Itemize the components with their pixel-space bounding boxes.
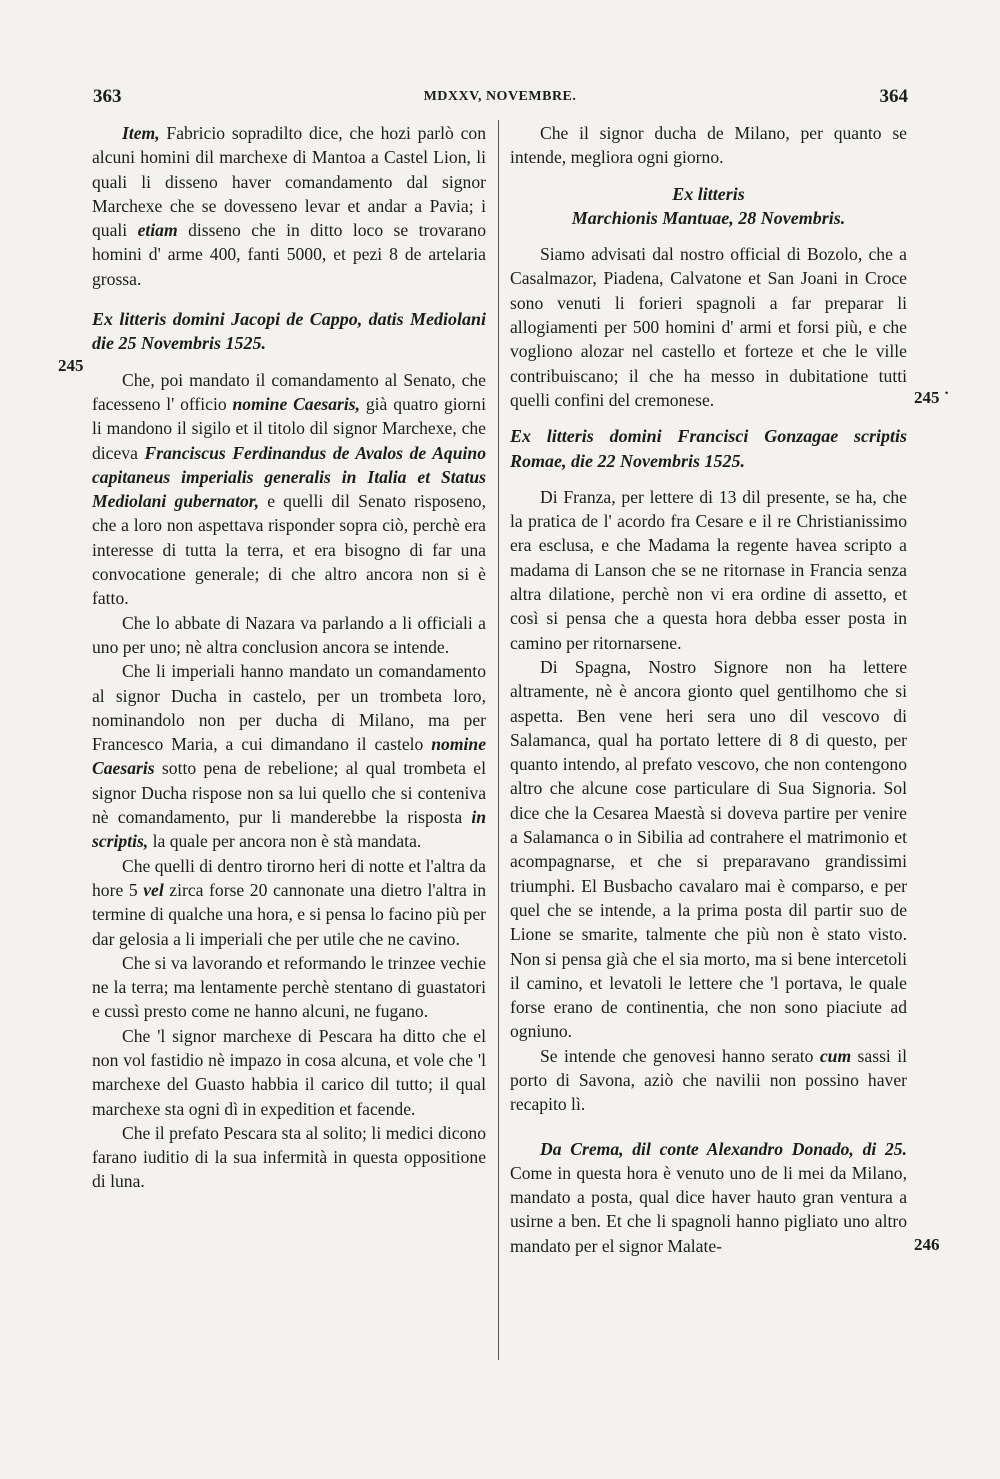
right-column	[510, 121, 907, 1258]
section-heading: Ex litteris	[672, 183, 745, 204]
left-column	[92, 121, 486, 1194]
paragraph: Di Franza, per lettere di 13 dil presente, se ha, che la pratica de l' acordo fra Cesare e il re Christianissimo era esclusa, e che Madama la regente havea scripto a madama di Lanson che se ne ritornase in Francia senza altra dilatione, perchè non vi era ordine di assetto, et così si pensa che a questa hora debba esser posta in camino per ritornarsene.	[510, 486, 907, 653]
paragraph: Che 'l signor marchexe di Pescara ha ditto che el non vol fastidio nè impazo in cosa alcuna, et vole che 'l marchexe del Guasto habbia il carico dil tutto; il qual marchexe sta ogni dì in expedition et facende.	[92, 1025, 486, 1119]
paragraph: Che il prefato Pescara sta al solito; li medici dicono farano iuditio di la sua infermità in questa oppositione di luna.	[92, 1122, 486, 1192]
paragraph: Che li imperiali hanno mandato un comandamento al signor Ducha in castelo, per un trombeta loro, nominandolo non per ducha di Milano, ma per Francesco Maria, a cui dimandano il castelo nomine Caesaris sotto pena de rebelione; al qual trombeta el signor Ducha rispose non sa lui quello che si conteniva nè comandamento, pur li manderebbe la risposta in scriptis, la quale per ancora non è stà mandata.	[92, 661, 486, 852]
paragraph: Siamo advisati dal nostro official di Bozolo, che a Casalmazor, Piadena, Calvatone et San Joani in Croce sono venuti li forieri spagnoli a far preparar li allogiamenti per 500 homini d' armi et forsi più, e che vogliono alozar nel castello et forteze et che le ville contribuiscano; il che ha messo in dubitatione tutti quelli confini del cremonese.	[510, 244, 907, 410]
paragraph: Se intende che genovesi hanno serato cum sassi il porto di Savona, aziò che navilii non possino haver recapito lì.	[510, 1045, 907, 1115]
paragraph: Che si va lavorando et reformando le trinzee vechie ne la terra; ma lentamente perchè stentano di guastatori e cussì presto come ne hanno alcuni, ne fugano.	[92, 952, 486, 1022]
margin-number-left-245: 245	[58, 356, 84, 375]
page-number-right: 364	[879, 86, 908, 107]
page-number-left: 363	[93, 86, 122, 107]
page-header	[0, 86, 1000, 116]
running-title: MDXXV, NOVEMBRE.	[423, 89, 577, 104]
section-heading: Marchionis Mantuae, 28 Novembris.	[571, 207, 846, 228]
paragraph: Di Spagna, Nostro Signore non ha lettere altramente, nè è ancora gionto quel gentilhomo che si aspetta. Ben vene heri sera uno dil vescovo di Salamanca, qual ha portato lettere di 8 di questo, per quanto intendo, al prefato vescovo, che non contengono altro che alcune cose particulare di Sua Signoria. Sol dice che la Cesarea Maestà si doveva partire per venire a Salamanca o in Sibilia ad contrahere el matrimonio et acompagnarse, et che si preparavano grandissimi triumphi. El Busbacho cavalaro mai è comparso, e per quel che se intende, a la prima posta dil partir suo de Lione se smarite, talmente che più non è stato visto. Non si pensa già che el sia morto, ma si bene intercetoli il camino, et levatoli le lettere che 'l portava, le quale forse erano de continentia, che non sono piaciute ad ogniuno.	[510, 656, 907, 1042]
section-heading: Ex litteris domini Francisci Gonzagae scriptis Romae, die 22 Novembris 1525.	[510, 426, 907, 471]
paragraph: Da Crema, dil conte Alexandro Donado, di 25. Come in questa hora è venuto uno de li mei da Milano, mandato a posta, qual dice haver hauto gran ventura a usirne a ben. Et che li spagnoli hanno pigliato uno altro mandato per el signor Malate-	[510, 1138, 907, 1256]
paragraph: Che, poi mandato il comandamento al Senato, che facesseno l' officio nomine Caesaris, già quatro giorni li mandono il sigilo et il titolo dil signor Marchexe, che diceva Franciscus Ferdinandus de Avalos de Aquino capitaneus imperialis generalis in Italia et Status Mediolani gubernator, e quelli dil Senato risposeno, che a loro non aspettava risponder sopra ciò, perchè era interesse di tutta la terra, et era bisogno di far una convocatione generale; di che altro ancora non si è fatto.	[92, 369, 486, 609]
paragraph: Che il signor ducha de Milano, per quanto se intende, megliora ogni giorno.	[510, 123, 907, 168]
margin-number-right-245: 245 ˙	[914, 388, 950, 407]
column-divider	[498, 120, 499, 1360]
paragraph: Item, Fabricio sopradilto dice, che hozi parlò con alcuni homini dil marchexe di Mantoa a Castel Lion, li quali li disseno haver comandamento dal signor Marchexe che se dovesseno levar et andar a Pavia; i quali etiam disseno che in ditto loco se trovarano homini d' arme 400, fanti 5000, et pezi 8 de artelaria grossa.	[92, 123, 486, 289]
section-heading: Ex litteris domini Jacopi de Cappo, datis Mediolani die 25 Novembris 1525.	[92, 309, 486, 354]
paragraph: Che lo abbate di Nazara va parlando a li officiali a uno per uno; nè altra conclusion ancora se intende.	[92, 612, 486, 657]
paragraph: Che quelli di dentro tirorno heri di notte et l'altra da hore 5 vel zirca forse 20 cannonate una dietro l'altra in termine di qualche una hora, e si pensa lo facino più per dar gelosia a li imperiali che per utile che ne cavino.	[92, 855, 487, 949]
margin-number-right-246: 246	[914, 1235, 940, 1254]
